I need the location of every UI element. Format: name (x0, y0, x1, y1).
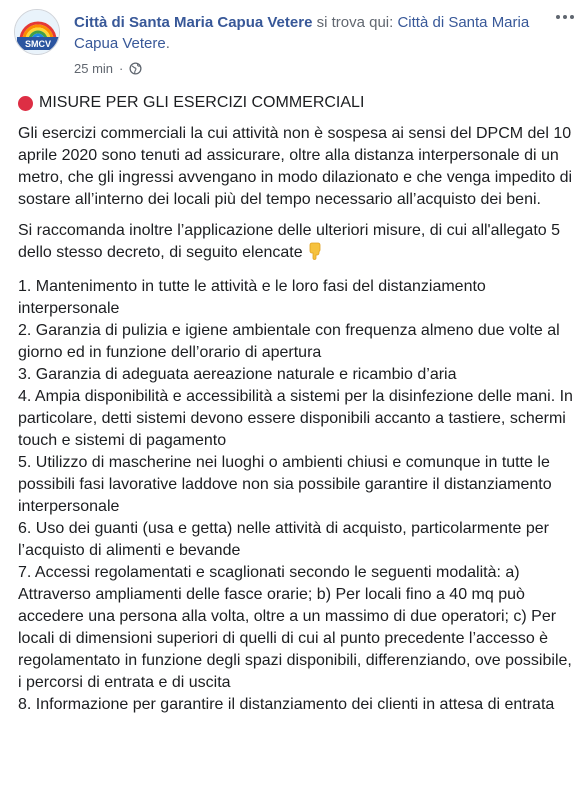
post-paragraph-2 (18, 220, 573, 267)
measures-list (18, 276, 573, 716)
page-logo-icon (15, 10, 60, 55)
list-item: 2. Garanzia di pulizia e igiene ambientale con frequenza almeno due volte al giorno ed in funzione dell’orario di apertura (18, 322, 560, 361)
post-title-text: MISURE PER GLI ESERCIZI COMMERCIALI (39, 94, 365, 111)
red-circle-icon (18, 96, 33, 111)
post-timestamp[interactable]: 25 min (74, 61, 114, 76)
page-name-link[interactable]: Città di Santa Maria Capua Vetere (74, 14, 313, 31)
list-item: 7. Accessi regolamentati e scaglionati secondo le seguenti modalità: a) Attraverso ampliamenti delle fasce orarie; b) Per locali fino a 40 mq può accedere una persona alla volta, oltre a un massimo di due operatori; c) Per locali di dimensioni superiori di quelli di cui al punto precedente l’accesso è regolamentato in funzione degli spazi disponibili, differenziando, ove possibile, i percorsi di entrata e di uscita (18, 564, 572, 691)
post-title (18, 92, 573, 114)
list-item: 1. Mantenimento in tutte le attività e le loro fasi del distanziamento interpersonale (18, 278, 486, 317)
svg-text:SMCV: SMCV (24, 39, 52, 49)
list-item: 4. Ampia disponibilità e accessibilità a sistemi per la disinfezione delle mani. In particolare, detti sistemi devono essere disponibili accanto a tastiere, schermi touch e sistemi di pagamento (18, 388, 573, 449)
location-suffix: . (165, 35, 170, 52)
pointing-down-hand-icon (307, 242, 325, 267)
list-item: 6. Uso dei guanti (usa e getta) nelle attività di acquisto, particolarmente per l’acquisto di alimenti e bevande (18, 520, 549, 559)
post-header (0, 0, 587, 86)
meta-separator: · (119, 61, 124, 76)
location-link[interactable]: Città di Santa Maria Capua Vetere (74, 14, 530, 52)
globe-icon[interactable] (129, 62, 142, 75)
post-paragraph-1: Gli esercizi commerciali la cui attività non è sospesa ai sensi del DPCM del 10 aprile 2020 sono tenuti ad assicurare, oltre alla distanza interpersonale di un metro, che gli ingressi avvengano in modo dilazionato e che venga impedito di sostare all’interno dei locali più del tempo necessario all’acquisto dei beni. (18, 125, 573, 208)
more-options-icon[interactable] (553, 8, 577, 26)
list-item: 8. Informazione per garantire il distanziamento dei clienti in attesa di entrata (18, 696, 555, 713)
author-line (74, 12, 544, 54)
post-body (18, 92, 573, 716)
list-item: 5. Utilizzo di mascherine nei luoghi o ambienti chiusi e comunque in tutte le possibili fasi lavorative laddove non sia possibile garantire il distanziamento interpersonale (18, 454, 552, 515)
post-meta (74, 61, 142, 76)
list-item: 3. Garanzia di adeguata aereazione naturale e ricambio d’aria (18, 366, 457, 383)
location-prefix: si trova qui: (312, 14, 398, 31)
post-paragraph-2-text: Si raccomanda inoltre l’applicazione delle ulteriori misure, di cui all'allegato 5 dello stesso decreto, di seguito elencate (18, 222, 560, 261)
page-avatar[interactable] (14, 9, 60, 55)
